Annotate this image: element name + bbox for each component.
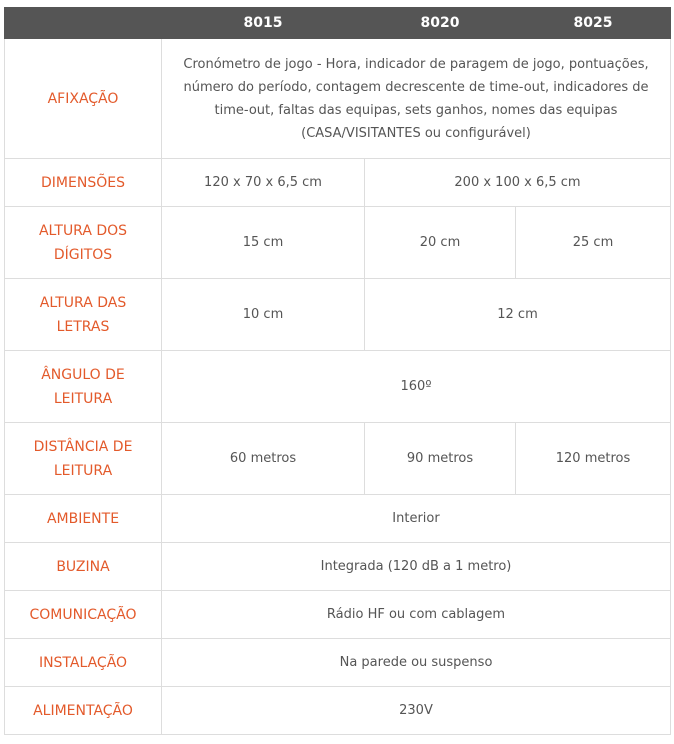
value-dimensoes-8020-8025: 200 x 100 x 6,5 cm — [365, 159, 671, 207]
row-dimensoes — [5, 159, 671, 207]
row-label-distancia-leitura: DISTÂNCIA DE LEITURA — [5, 423, 162, 495]
spec-table-header — [5, 8, 671, 39]
value-alimentacao: 230V — [162, 687, 671, 735]
row-label-dimensoes: DIMENSÕES — [5, 159, 162, 207]
value-afixacao: Cronómetro de jogo - Hora, indicador de paragem de jogo, pontuações, número do período, contagem decrescente de time-out, indicadores de time-out, faltas das equipas, sets ganhos, nomes das equipas (CASA/VISITANTES ou configurável) — [162, 39, 671, 159]
value-altura-letras-8015: 10 cm — [162, 279, 365, 351]
value-distancia-8015: 60 metros — [162, 423, 365, 495]
header-row — [5, 8, 671, 39]
header-model-8025: 8025 — [516, 8, 671, 39]
value-distancia-8025: 120 metros — [516, 423, 671, 495]
value-altura-digitos-8015: 15 cm — [162, 207, 365, 279]
row-label-ambiente: AMBIENTE — [5, 495, 162, 543]
row-altura-digitos — [5, 207, 671, 279]
spec-table-body — [5, 39, 671, 735]
row-angulo-leitura — [5, 351, 671, 423]
value-altura-digitos-8020: 20 cm — [365, 207, 516, 279]
header-model-8020: 8020 — [365, 8, 516, 39]
row-label-alimentacao: ALIMENTAÇÃO — [5, 687, 162, 735]
row-alimentacao — [5, 687, 671, 735]
row-distancia-leitura — [5, 423, 671, 495]
row-instalacao — [5, 639, 671, 687]
value-dimensoes-8015: 120 x 70 x 6,5 cm — [162, 159, 365, 207]
header-blank-cell — [5, 8, 162, 39]
value-buzina: Integrada (120 dB a 1 metro) — [162, 543, 671, 591]
value-angulo-leitura: 160º — [162, 351, 671, 423]
row-label-angulo-leitura: ÂNGULO DE LEITURA — [5, 351, 162, 423]
value-altura-letras-8020-8025: 12 cm — [365, 279, 671, 351]
row-label-buzina: BUZINA — [5, 543, 162, 591]
value-ambiente: Interior — [162, 495, 671, 543]
row-label-altura-letras: ALTURA DAS LETRAS — [5, 279, 162, 351]
row-label-afixacao: AFIXAÇÃO — [5, 39, 162, 159]
value-comunicacao: Rádio HF ou com cablagem — [162, 591, 671, 639]
value-altura-digitos-8025: 25 cm — [516, 207, 671, 279]
spec-table — [4, 7, 671, 735]
row-buzina — [5, 543, 671, 591]
value-distancia-8020: 90 metros — [365, 423, 516, 495]
row-label-altura-digitos: ALTURA DOS DÍGITOS — [5, 207, 162, 279]
value-instalacao: Na parede ou suspenso — [162, 639, 671, 687]
row-ambiente — [5, 495, 671, 543]
row-comunicacao — [5, 591, 671, 639]
row-altura-letras — [5, 279, 671, 351]
row-label-comunicacao: COMUNICAÇÃO — [5, 591, 162, 639]
header-model-8015: 8015 — [162, 8, 365, 39]
row-afixacao — [5, 39, 671, 159]
row-label-instalacao: INSTALAÇÃO — [5, 639, 162, 687]
